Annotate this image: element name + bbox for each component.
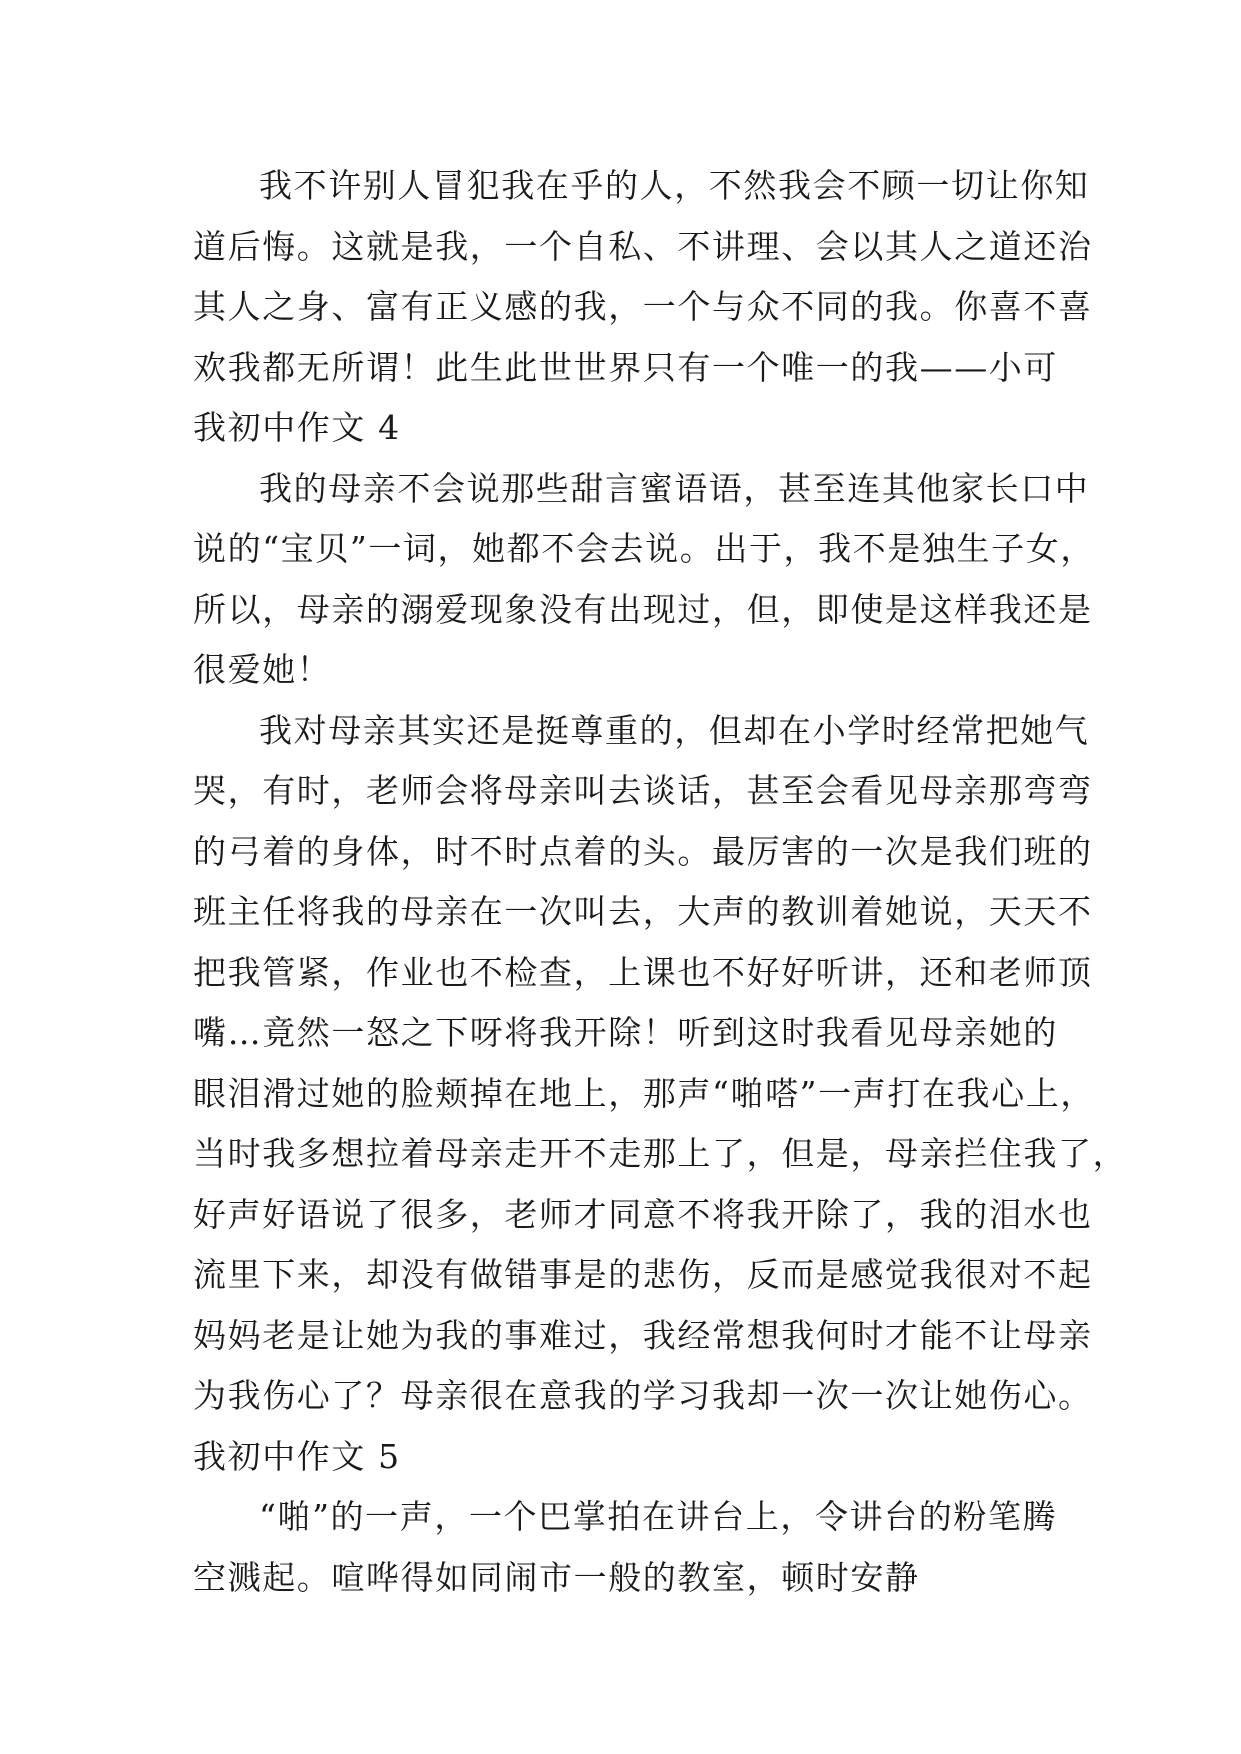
- section-heading: 我初中作文 4: [193, 408, 401, 447]
- text-line: 其人之身、富有正义感的我，一个与众不同的我。你喜不喜: [193, 287, 1093, 326]
- text-line: 妈妈老是让她为我的事难过，我经常想我何时才能不让母亲: [193, 1315, 1093, 1355]
- paragraph: [193, 156, 1093, 398]
- paragraph: [193, 701, 1128, 1427]
- section-heading: 我初中作文 5: [193, 1436, 401, 1476]
- text-line: 班主任将我的母亲在一次叫去，大声的教训着她说，天天不: [193, 892, 1093, 931]
- document-body: [193, 156, 1128, 1608]
- text-line: 很爱她！: [193, 650, 332, 689]
- text-line: 我对母亲其实还是挺尊重的，但却在小学时经常把她气: [259, 710, 1090, 750]
- text-line: 道后悔。这就是我，一个自私、不讲理、会以其人之道还治: [193, 226, 1093, 266]
- text-line: 好声好语说了很多，老师才同意不将我开除了，我的泪水也: [193, 1194, 1093, 1234]
- text-line: 说的“宝贝”一词，她都不会去说。出于，我不是独生子女，: [193, 529, 1095, 568]
- paragraph: [193, 459, 1095, 701]
- text-line: 欢我都无所谓！此生此世世界只有一个唯一的我——小可: [193, 347, 1058, 387]
- paragraph: [193, 1487, 1058, 1608]
- text-line: 为我伤心了？母亲很在意我的学习我却一次一次让她伤心。: [193, 1376, 1093, 1415]
- text-line: 当时我多想拉着母亲走开不走那上了，但是，母亲拦住我了，: [193, 1134, 1128, 1173]
- text-line: 我不许别人冒犯我在乎的人，不然我会不顾一切让你知: [259, 166, 1090, 205]
- text-line: 我的母亲不会说那些甜言蜜语语，甚至连其他家长口中: [259, 468, 1090, 508]
- text-line: 空溅起。喧哗得如同闹市一般的教室，顿时安静: [193, 1557, 920, 1597]
- text-line: “啪”的一声，一个巴掌拍在讲台上，令讲台的粉笔腾: [259, 1497, 1058, 1536]
- text-line: 的弓着的身体，时不时点着的头。最厉害的一次是我们班的: [193, 831, 1093, 871]
- text-line: 所以，母亲的溺爱现象没有出现过，但，即使是这样我还是: [193, 589, 1093, 629]
- text-line: 眼泪滑过她的脸颊掉在地上，那声“啪嗒”一声打在我心上，: [193, 1073, 1095, 1113]
- text-line: 嘴…竟然一怒之下呀将我开除！听到这时我看见母亲她的: [193, 1013, 1058, 1052]
- text-line: 把我管紧，作业也不检查，上课也不好好听讲，还和老师顶: [193, 952, 1093, 992]
- text-line: 流里下来，却没有做错事是的悲伤，反而是感觉我很对不起: [193, 1255, 1093, 1294]
- text-line: 哭，有时，老师会将母亲叫去谈话，甚至会看见母亲那弯弯: [193, 771, 1093, 810]
